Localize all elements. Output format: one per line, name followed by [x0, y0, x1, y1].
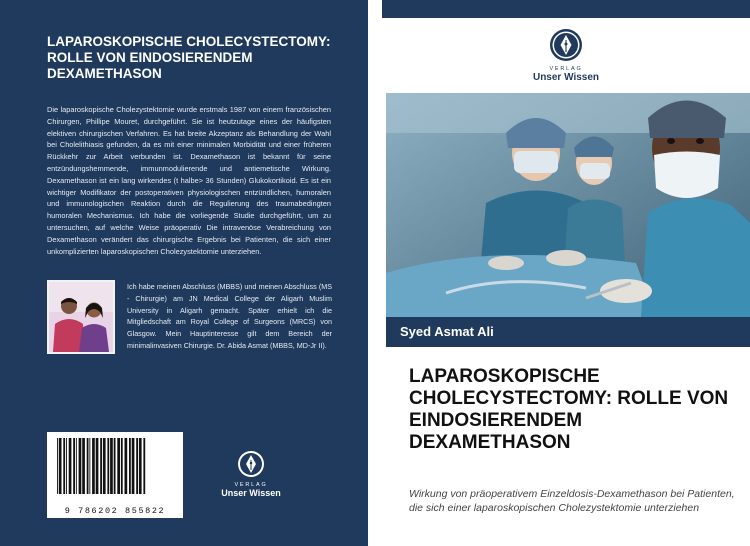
barcode-bar [79, 438, 82, 494]
barcode-bar [114, 438, 116, 494]
barcode-bar [107, 438, 109, 494]
barcode-bar [117, 438, 120, 494]
front-cover-title: LAPAROSKOPISCHE CHOLECYSTECTOMY: ROLLE VON EINDOSIERENDEM DEXAMETHASON [409, 366, 729, 453]
barcode-bar [59, 438, 62, 494]
publisher-name: Unser Wissen [532, 72, 600, 83]
front-cover [382, 0, 750, 546]
author-band [386, 317, 750, 347]
top-band [382, 0, 750, 18]
barcode-bar [63, 438, 65, 494]
back-cover-description: Die laparoskopische Cholezystektomie wurde erstmals 1987 von einem französischen Chirurgen, Phillipe Mouret, durchgeführt. Sie ist heutzutage eines der häufigsten elektiven chirurgischen Verfahren. Es hat breite Akzeptanz als Behandlung der Wahl bei Cholelithiasis gefunden, da es mit einer minimalen Morbidität und einer früheren Rückkehr zur Arbeit verbunden ist. Dexamethason ist bekannt für seine entzündungshemmende, immunmodulierende und antiemetische Wirkung. Dexamethason ist ein lang wirkendes (t halbe> 36 Stunden) Glukokortikoid. Es ist ein wichtiger Modifikator der postoperativen physiologischen entzündlichen, humoralen und immunologischen Reaktion durch die Regulierung des traumabedingten humoralen Mechanismus. Ich habe die vorliegende Studie durchgeführt, um zu untersuchen, auf welche Weise präoperativ Die intravenöse Verabreichung von Dexamethason verändert das chirurgische Ergebnis bei Patienten, die sich einer unkomplizierten laparoskopischen Cholezystektomie unterziehen. [47, 105, 331, 256]
barcode-bar [76, 438, 77, 494]
isbn-digits: 9 786202 855822 [64, 506, 166, 516]
barcode-bar [82, 438, 85, 494]
isbn-barcode [47, 432, 183, 518]
front-cover-subtitle: Wirkung von präoperativem Einzeldosis-Dexamethason bei Patienten, die sich einer laparoskopischen Cholezystektomie unterziehen [409, 488, 735, 514]
back-cover-title: LAPAROSKOPISCHE CHOLECYSTECTOMY: ROLLE VON EINDOSIERENDEM DEXAMETHASON [47, 34, 331, 81]
pen-nib-logo-icon [549, 28, 583, 62]
barcode-bar [92, 438, 95, 494]
barcode-bar [143, 438, 145, 494]
publisher-verlag: VERLAG [234, 482, 268, 488]
pen-nib-logo-icon [237, 450, 265, 478]
barcode-bar [57, 438, 58, 494]
barcode-bar [87, 438, 89, 494]
barcode-bar [129, 438, 131, 494]
back-cover [0, 0, 368, 546]
publisher-verlag: VERLAG [549, 66, 583, 72]
barcode-bar [110, 438, 113, 494]
barcode-bar [132, 438, 135, 494]
barcode-bar [66, 438, 67, 494]
barcode-bar [89, 438, 90, 494]
publisher-name: Unser Wissen [221, 488, 281, 498]
back-publisher-logo [216, 450, 286, 498]
barcode-bar [103, 438, 106, 494]
barcode-bar [96, 438, 99, 494]
barcode-bar [121, 438, 123, 494]
barcode-bar [136, 438, 138, 494]
barcode-bar [69, 438, 72, 494]
front-publisher-logo [526, 28, 606, 83]
barcode-bar [139, 438, 142, 494]
barcode-bar [125, 438, 128, 494]
author-bio: Ich habe meinen Abschluss (MBBS) und meinen Abschluss (MS - Chirurgie) am JN Medical College der Aligarh Muslim University in Aligarh gemacht. Später erhielt ich die Mitgliedschaft am Royal College of Surgeons (MRCS) von Glasgow. Mein Hauptinteresse gilt dem Bereich der minimalinvasiven Chirurgie. Dr. Abida Asmat (MBBS, MD-Jr II). [127, 282, 332, 350]
barcode-bars [47, 432, 183, 502]
author-photo [47, 280, 115, 354]
spine [368, 0, 382, 546]
cover-photo-surgeons [386, 93, 750, 317]
front-author-name: Syed Asmat Ali [400, 324, 494, 339]
barcode-bar [73, 438, 75, 494]
barcode-bar [100, 438, 102, 494]
